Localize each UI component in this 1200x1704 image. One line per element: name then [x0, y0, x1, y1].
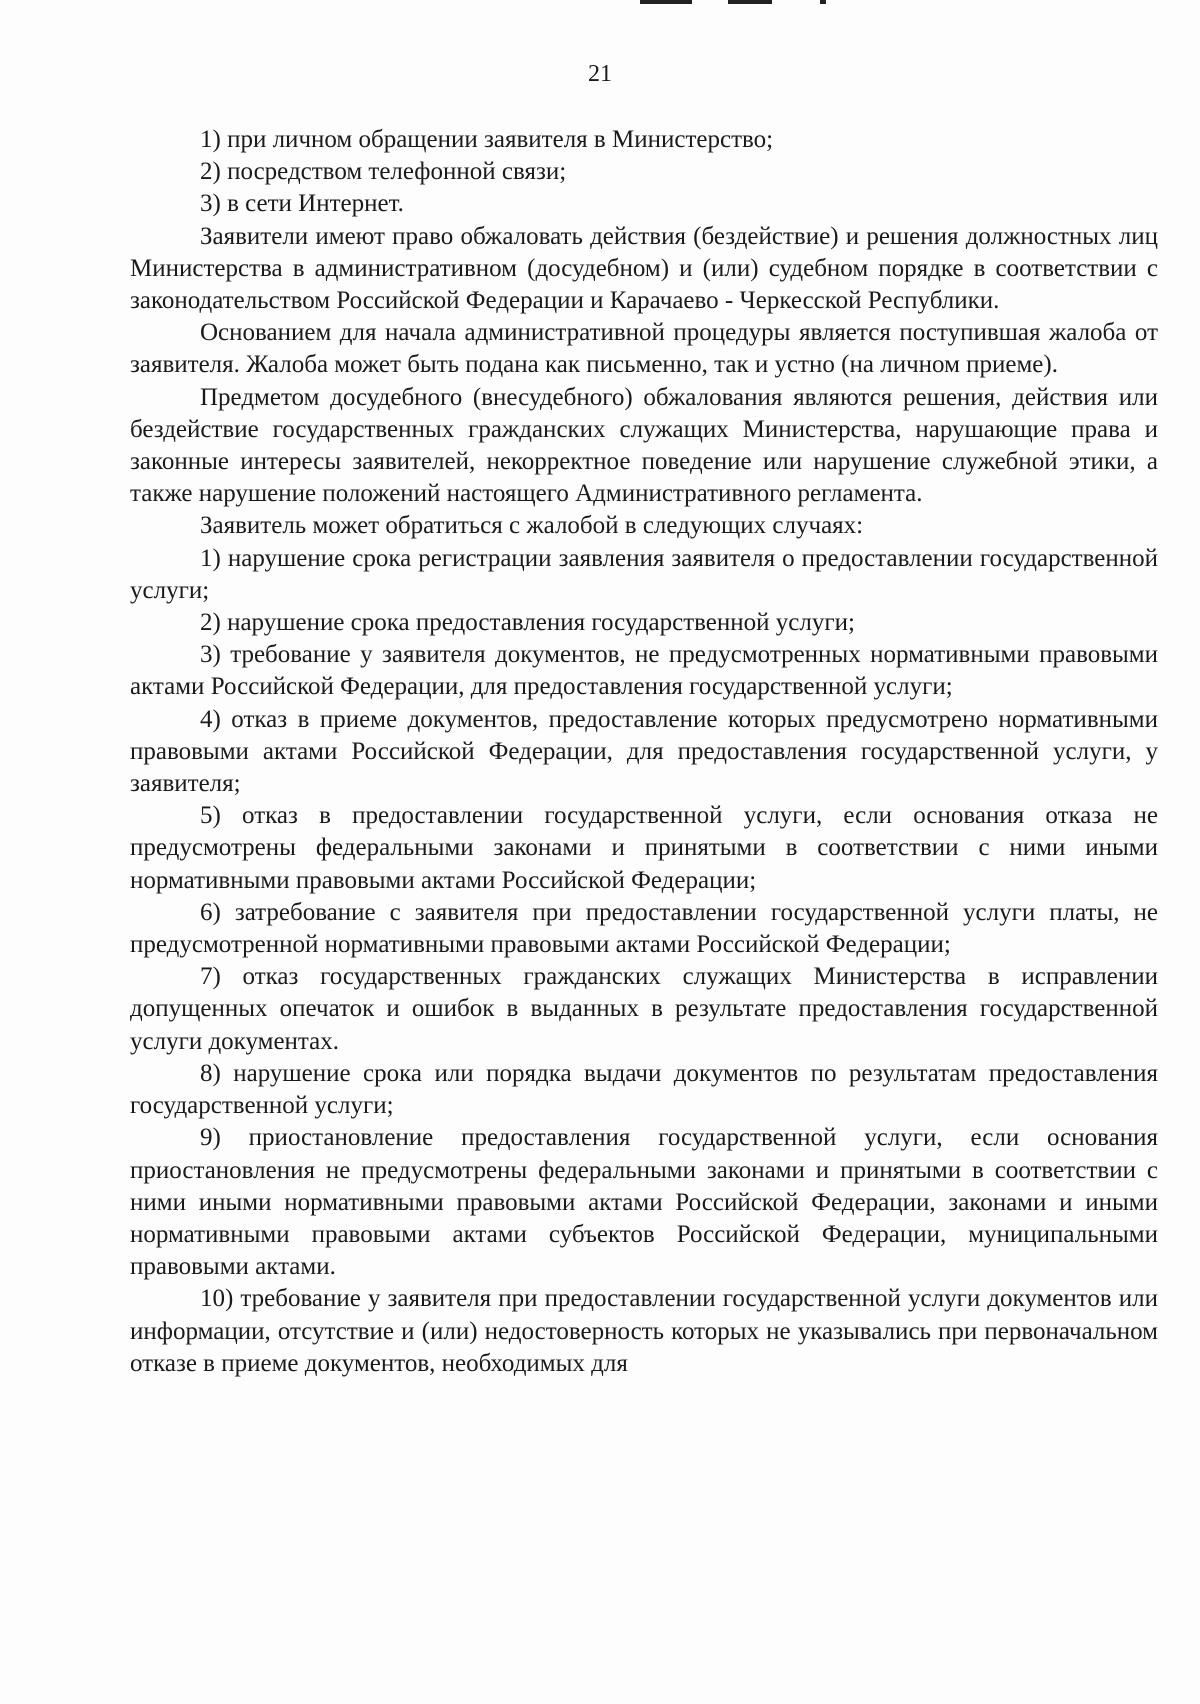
paragraph: 1) при личном обращении заявителя в Министерство;	[200, 126, 774, 153]
paragraph: Предметом досудебного (внесудебного) обжалования являются решения, действия или бездействие государственных гражданских служащих Министерства, нарушающие права и законные интересы заявителей, некорректное поведение или нарушение служебной этики, а также нарушение положений настоящего Административного регламента.	[130, 383, 1158, 508]
paragraph: 10) требование у заявителя при предоставлении государственной услуги документов или информации, отсутствие и (или) недостоверность которых не указывались при первоначальном отказе в приеме документов, необходимых для	[130, 1285, 1158, 1377]
page-number: 21	[588, 61, 612, 87]
paragraph: Заявители имеют право обжаловать действия (бездействие) и решения должностных лиц Министерства в административном (досудебном) и (или) судебном порядке в соответствии с законодательством Российской Федерации и Карачаево - Черкесской Республики.	[130, 222, 1158, 315]
document-body	[130, 124, 1158, 1380]
paragraph: 2) посредством телефонной связи;	[200, 158, 567, 186]
paragraph: 1) нарушение срока регистрации заявления заявителя о предоставлении государственной услуги;	[130, 544, 1158, 604]
paragraph: 6) затребование с заявителя при предоставлении государственной услуги платы, не предусмотренной нормативными правовыми актами Российской Федерации;	[130, 898, 1158, 959]
paragraph: 7) отказ государственных гражданских служащих Министерства в исправлении допущенных опечаток и ошибок в выданных в результате предоставления государственной услуги документах.	[130, 963, 1158, 1055]
paragraph: 8) нарушение срока или порядка выдачи документов по результатам предоставления государственной услуги;	[130, 1059, 1158, 1120]
paragraph: Заявитель может обратиться с жалобой в следующих случаях:	[200, 512, 864, 540]
paragraph: 3) в сети Интернет.	[200, 190, 404, 218]
paragraph: 3) требование у заявителя документов, не предусмотренных нормативными правовыми актами Российской Федерации, для предоставления государственной услуги;	[130, 641, 1158, 701]
paragraph: 5) отказ в предоставлении государственной услуги, если основания отказа не предусмотрены федеральными законами и принятыми в соответствии с ними иными нормативными правовыми актами Российской Федерации;	[130, 802, 1158, 894]
paragraph: 4) отказ в приеме документов, предоставление которых предусмотрено нормативными правовыми актами Российской Федерации, для предоставления государственной услуги, у заявителя;	[130, 705, 1158, 798]
paragraph: 9) приостановление предоставления государственной услуги, если основания приостановления не предусмотрены федеральными законами и принятыми в соответствии с ними иными нормативными правовыми актами Российской Федерации, законами и иными нормативными правовыми актами субъектов Российской Федерации, муниципальными правовыми актами.	[130, 1124, 1158, 1281]
paragraph: Основанием для начала административной процедуры является поступившая жалоба от заявителя. Жалоба может быть подана как письменно, так и устно (на личном приеме).	[130, 319, 1158, 379]
scan-artifact-marks	[640, 0, 860, 6]
paragraph: 2) нарушение срока предоставления государственной услуги;	[200, 609, 855, 637]
